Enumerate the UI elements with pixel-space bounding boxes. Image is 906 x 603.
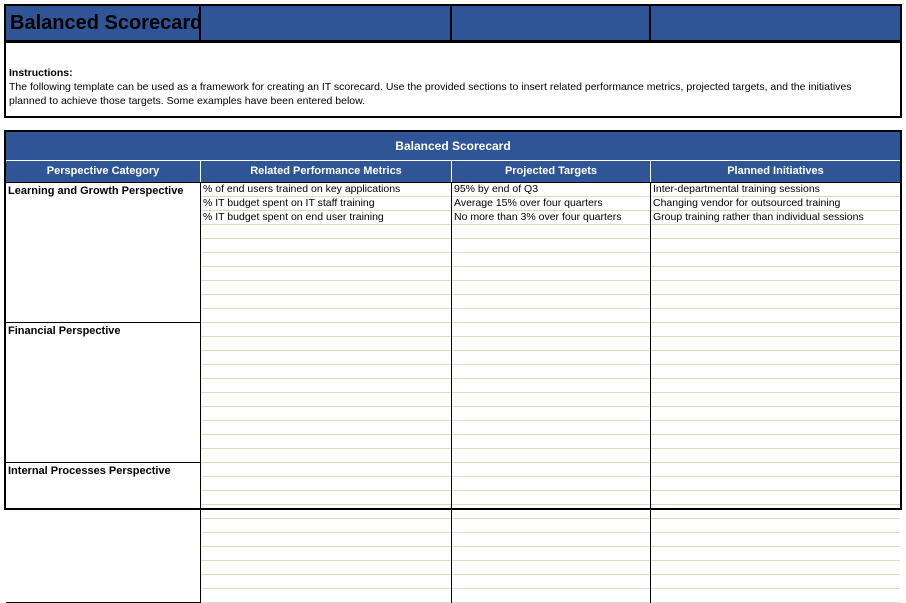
target-cell[interactable] [452,463,650,477]
metric-cell[interactable]: % of end users trained on key applications [201,183,451,197]
target-cell[interactable] [452,505,650,519]
initiative-cell[interactable] [651,365,900,379]
initiative-cell[interactable] [651,393,900,407]
title-row-cell-4[interactable] [651,6,900,40]
scorecard-banner[interactable]: Balanced Scorecard [6,132,900,161]
initiative-cell[interactable] [651,519,900,533]
target-cell[interactable] [452,449,650,463]
metric-cell[interactable] [201,505,451,519]
initiative-cell[interactable] [651,589,900,603]
initiative-cell[interactable] [651,267,900,281]
target-cell[interactable] [452,589,650,603]
metric-cell[interactable] [201,491,451,505]
initiative-cell[interactable] [651,253,900,267]
perspective-category-cell[interactable]: Internal Processes Perspective [6,463,201,602]
initiative-cell[interactable] [651,533,900,547]
title-row [4,4,902,42]
initiative-cell[interactable] [651,421,900,435]
metric-cell[interactable] [201,393,451,407]
metric-cell[interactable] [201,463,451,477]
metric-cell[interactable] [201,407,451,421]
initiative-cell[interactable] [651,505,900,519]
metric-cell[interactable] [201,323,451,337]
initiative-cell[interactable]: Changing vendor for outsourced training [651,197,900,211]
initiative-cell[interactable] [651,225,900,239]
metric-cell[interactable] [201,449,451,463]
metrics-column [201,183,452,322]
metrics-column [201,323,452,462]
target-cell[interactable] [452,491,650,505]
targets-column [452,463,651,602]
metrics-column [201,463,452,602]
initiative-cell[interactable] [651,281,900,295]
target-cell[interactable] [452,477,650,491]
initiatives-column [651,463,900,602]
scorecard-section [6,463,900,603]
initiatives-column [651,323,900,462]
initiative-cell[interactable] [651,407,900,421]
target-cell[interactable]: No more than 3% over four quarters [452,211,650,225]
target-cell[interactable] [452,253,650,267]
instructions-box[interactable] [4,41,902,118]
page-title[interactable]: Balanced Scorecard [6,6,201,40]
scorecard-header-row [6,161,900,183]
target-cell[interactable] [452,407,650,421]
metric-cell[interactable] [201,239,451,253]
metric-cell[interactable] [201,379,451,393]
initiative-cell[interactable] [651,323,900,337]
initiative-cell[interactable] [651,379,900,393]
target-cell[interactable] [452,365,650,379]
initiatives-column [651,183,900,322]
instructions-heading: Instructions: [9,67,73,79]
instructions-line-1: The following template can be used as a framework for creating an IT scorecard. Use the provided sections to insert related performance metrics, projected targets, and the initiatives [9,81,852,93]
target-cell[interactable] [452,575,650,589]
header-planned-initiatives[interactable]: Planned Initiatives [727,165,824,177]
target-cell[interactable] [452,309,650,323]
metric-cell[interactable] [201,309,451,323]
metric-cell[interactable] [201,267,451,281]
initiative-cell[interactable] [651,463,900,477]
target-cell[interactable] [452,379,650,393]
initiative-cell[interactable] [651,449,900,463]
metric-cell[interactable] [201,519,451,533]
metric-cell[interactable] [201,225,451,239]
scorecard-table [4,130,902,510]
initiative-cell[interactable] [651,477,900,491]
target-cell[interactable] [452,519,650,533]
target-cell[interactable] [452,323,650,337]
target-cell[interactable] [452,533,650,547]
metric-cell[interactable]: % IT budget spent on IT staff training [201,197,451,211]
perspective-category-cell[interactable]: Learning and Growth Perspective [6,183,201,322]
metric-cell[interactable] [201,421,451,435]
metric-cell[interactable] [201,589,451,603]
target-cell[interactable] [452,337,650,351]
target-cell[interactable] [452,267,650,281]
title-row-cell-2[interactable] [201,6,452,40]
scorecard-section [6,183,900,323]
metric-cell[interactable] [201,435,451,449]
initiative-cell[interactable] [651,351,900,365]
perspective-category-cell[interactable]: Financial Perspective [6,323,201,462]
initiative-cell[interactable] [651,295,900,309]
metric-cell[interactable]: % IT budget spent on end user training [201,211,451,225]
header-projected-targets[interactable]: Projected Targets [452,161,651,182]
metric-cell[interactable] [201,351,451,365]
title-row-cell-3[interactable] [452,6,651,40]
initiative-cell[interactable] [651,337,900,351]
scorecard-section [6,323,900,463]
metric-cell[interactable] [201,547,451,561]
target-cell[interactable] [452,351,650,365]
targets-column [452,183,651,322]
metric-cell[interactable] [201,477,451,491]
metric-cell[interactable] [201,575,451,589]
metric-cell[interactable] [201,253,451,267]
initiative-cell[interactable] [651,239,900,253]
initiative-cell[interactable] [651,435,900,449]
target-cell[interactable] [452,547,650,561]
metric-cell[interactable] [201,337,451,351]
metric-cell[interactable] [201,365,451,379]
initiative-cell[interactable] [651,575,900,589]
target-cell[interactable] [452,225,650,239]
instructions-line-2: planned to achieve those targets. Some examples have been entered below. [9,95,366,107]
metric-cell[interactable] [201,561,451,575]
initiative-cell[interactable] [651,547,900,561]
initiative-cell[interactable]: Group training rather than individual sessions [651,211,900,225]
target-cell[interactable] [452,393,650,407]
metric-cell[interactable] [201,281,451,295]
scorecard-sections [6,183,900,603]
header-performance-metrics[interactable]: Related Performance Metrics [201,161,452,182]
target-cell[interactable] [452,561,650,575]
target-cell[interactable] [452,281,650,295]
targets-column [452,323,651,462]
target-cell[interactable]: 95% by end of Q3 [452,183,650,197]
initiative-cell[interactable] [651,309,900,323]
target-cell[interactable] [452,239,650,253]
target-cell[interactable] [452,435,650,449]
target-cell[interactable] [452,295,650,309]
initiative-cell[interactable]: Inter-departmental training sessions [651,183,900,197]
metric-cell[interactable] [201,533,451,547]
initiative-cell[interactable] [651,561,900,575]
header-perspective-category[interactable]: Perspective Category [6,161,201,182]
target-cell[interactable]: Average 15% over four quarters [452,197,650,211]
target-cell[interactable] [452,421,650,435]
initiative-cell[interactable] [651,491,900,505]
metric-cell[interactable] [201,295,451,309]
